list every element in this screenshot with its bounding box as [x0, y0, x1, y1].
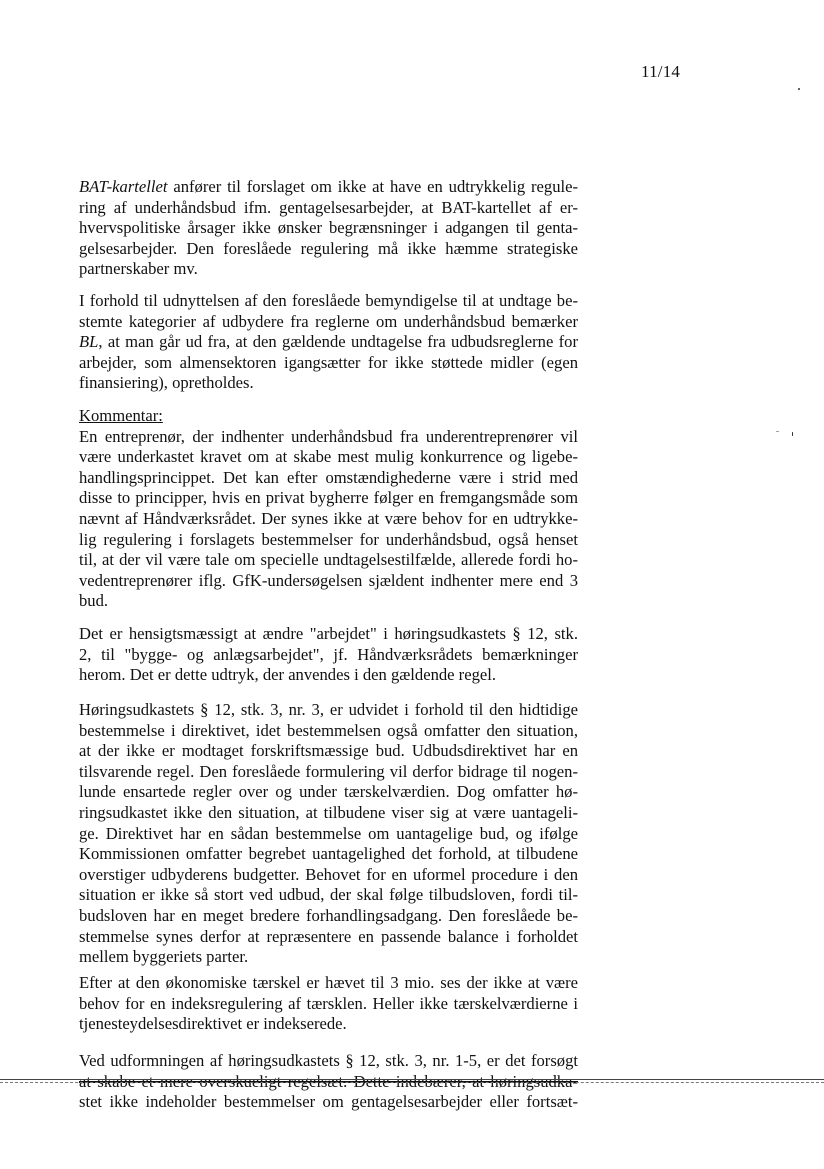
- paragraph-line: til, at der vil være tale om specielle undtagelsestilfælde, allerede fordi ho-: [79, 550, 578, 570]
- paragraph-line: ge. Direktivet har en sådan bestemmelse om uantagelige bud, og ifølge: [79, 823, 578, 843]
- paragraph-line: tjenesteydelsesdirektivet er indekserede.: [79, 1014, 347, 1034]
- paragraph-line: I forhold til udnyttelsen af den foreslåede bemyndigelse til at undtage be-: [79, 291, 578, 310]
- paragraph-line: Kommissionen omfatter begrebet uantagelighed det forhold, at tilbudene: [79, 844, 578, 864]
- paragraph-line: lunde ensartede regler over og under tærskelværdien. Dog omfatter hø-: [79, 782, 578, 802]
- fax-scan-line: [0, 1079, 824, 1083]
- paragraph-line: Det er hensigtsmæssigt at ændre "arbejdet" i høringsudkastets § 12, stk.: [79, 624, 578, 643]
- paragraph-line: ringsudkastet ikke den situation, at tilbudene viser sig at være uantageli-: [79, 802, 578, 822]
- paragraph-bat-kartellet: [79, 177, 578, 280]
- paragraph-line: være underkastet kravet om at skabe mest mulig konkurrence og ligebe-: [79, 447, 578, 467]
- paragraph-line: stet ikke indeholder bestemmelser om gentagelsesarbejder eller fortsæt-: [79, 1092, 578, 1112]
- page-number: 11/14: [641, 62, 681, 81]
- scan-speck: [776, 431, 779, 432]
- paragraph-line: Ved udformningen af høringsudkastets § 12, stk. 3, nr. 1-5, er det forsøgt: [79, 1051, 578, 1070]
- paragraph-line: 2, til "bygge- og anlægsarbejdet", jf. Håndværksrådets bemærkninger: [79, 644, 578, 664]
- paragraph-line: stemmelse synes derfor at repræsentere en passende balance i forholdet: [79, 926, 578, 946]
- scan-speck: [792, 432, 793, 436]
- paragraph-line: handlingsprincippet. Det kan efter omstændighederne være i strid med: [79, 467, 578, 487]
- struck-through-line: at skabe et mere overskueligt regelsæt. Dette indebærer, at høringsudka-: [79, 1071, 578, 1091]
- paragraph-line: at der ikke er modtaget forskriftsmæssige bud. Udbudsdirektivet har en: [79, 741, 578, 761]
- paragraph-line: lig regulering i forslagets bestemmelser for underhåndsbud, også henset: [79, 529, 578, 549]
- organization-name: BL: [79, 332, 99, 352]
- paragraph-line: budsloven har en meget bredere forhandlingsadgang. Den foreslåede be-: [79, 905, 578, 925]
- paragraph-line: Efter at den økonomiske tærskel er hævet til 3 mio. ses der ikke at være: [79, 973, 578, 992]
- paragraph-line: herom. Det er dette udtryk, der anvendes i den gældende regel.: [79, 665, 496, 685]
- paragraph-line: disse to principper, hvis en privat bygherre følger en fremgangsmåde som: [79, 488, 578, 508]
- paragraph-line: behov for en indeksregulering af tærsklen. Heller ikke tærskelværdierne i: [79, 993, 578, 1013]
- scan-speck: [798, 88, 800, 90]
- paragraph-line: gelsesarbejder. Den foreslåede regulering må ikke hæmme strategiske: [79, 238, 578, 258]
- paragraph-line: En entreprenør, der indhenter underhåndsbud fra underentreprenører vil: [79, 426, 578, 446]
- paragraph-line: nævnt af Håndværksrådet. Der synes ikke at være behov for en udtrykke-: [79, 508, 578, 528]
- section-heading: Kommentar:: [79, 406, 163, 425]
- organization-name: BAT-kartellet: [79, 177, 168, 196]
- paragraph-line: [79, 177, 578, 198]
- paragraph-line: arbejder, som almensektoren igangsætter for ikke støttede midler (egen: [79, 352, 578, 372]
- paragraph-kommentar: [79, 406, 578, 612]
- paragraph-line: [79, 332, 578, 353]
- paragraph-line: ring af underhåndsbud ifm. gentagelsesarbejder, at BAT-kartellet af er-: [79, 197, 578, 217]
- paragraph-taerskel: [79, 973, 578, 1035]
- paragraph-paragraf-12: [79, 700, 578, 968]
- paragraph-bl: [79, 291, 578, 394]
- paragraph-line: vedentreprenører iflg. GfK-undersøgelsen sjældent indhenter mere end 3: [79, 570, 578, 590]
- paragraph-line: bud.: [79, 591, 109, 611]
- line-text: anfører til forslaget om ikke at have en udtrykkelig regule-: [167, 177, 578, 196]
- paragraph-line: hvervspolitiske årsager ikke ønsker begrænsninger i adgangen til genta-: [79, 218, 578, 238]
- paragraph-line: situation er ikke så stort ved udbud, der skal følge tilbudsloven, fordi til-: [79, 885, 578, 905]
- paragraph-line: Høringsudkastets § 12, stk. 3, nr. 3, er udvidet i forhold til den hidtidige: [79, 700, 578, 719]
- paragraph-line: finansiering), opretholdes.: [79, 373, 254, 393]
- paragraph-line: bestemmelse i direktivet, idet bestemmelsen også omfatter den situation,: [79, 720, 578, 740]
- line-text: , at man går ud fra, at den gældende undtagelse fra udbudsreglerne for: [98, 332, 578, 352]
- paragraph-line: overstiger udbyderens budgetter. Behovet for en uformel procedure i den: [79, 864, 578, 884]
- paragraph-line: tilsvarende regel. Den foreslåede formulering vil derfor bidrage til nogen-: [79, 761, 578, 781]
- paragraph-line: partnerskaber mv.: [79, 259, 198, 279]
- paragraph-arbejdet: [79, 624, 578, 686]
- paragraph-line: mellem byggeriets parter.: [79, 947, 249, 967]
- paragraph-line: stemte kategorier af udbydere fra reglerne om underhåndsbud bemærker: [79, 311, 578, 331]
